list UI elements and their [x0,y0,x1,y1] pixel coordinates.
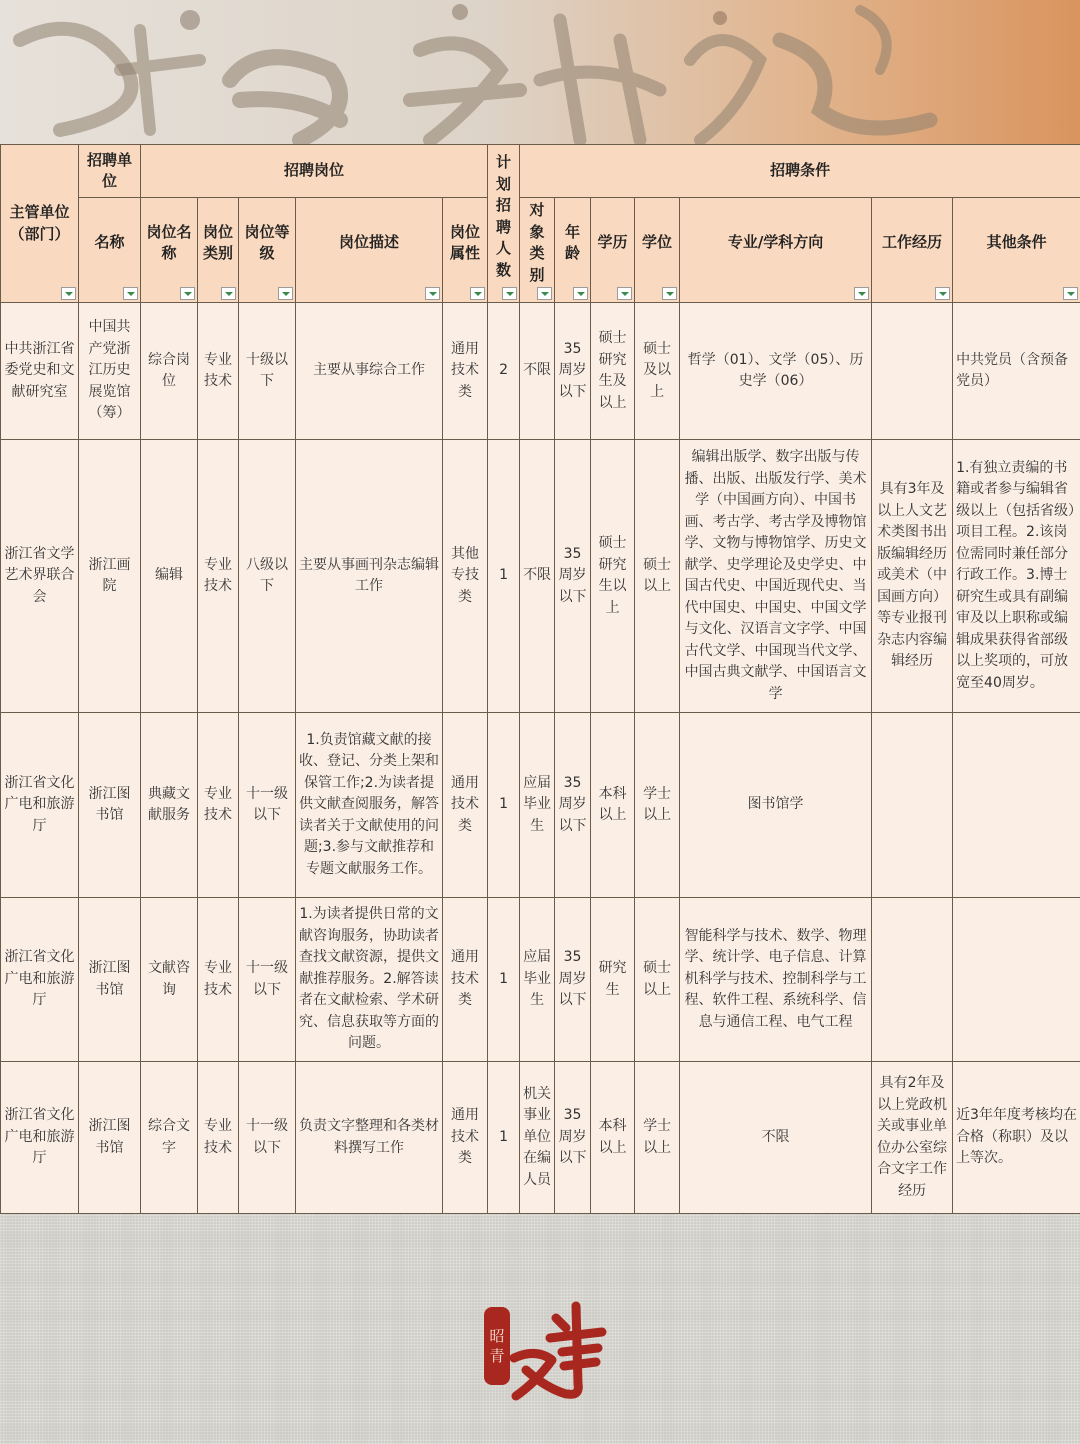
filter-dropdown-icon[interactable] [278,287,293,300]
cell-edu: 本科以上 [591,1062,635,1214]
cell-pos-name: 典藏文献服务 [141,713,198,898]
cell-major: 编辑出版学、数字出版与传播、出版、出版发行学、美术学（中国画方向）、中国书画、考古学、考古学及博物馆学、文物与博物馆学、历史文献学、史学理论及史学史、中国古代史、中国近现代史、当代中国史、中国史、中国文学与文化、汉语言文字学、中国古代文学、中国现当代文学、中国古典文献学、中国语言文学 [680,440,872,713]
header-edu: 学历 [591,198,635,303]
cell-pos-name: 综合岗位 [141,303,198,440]
table-row [1,898,1080,1062]
cell-degree: 硕士以上 [635,898,680,1062]
cell-plan: 1 [488,898,520,1062]
cell-pos-level: 十一级以下 [239,898,296,1062]
cell-other [953,898,1080,1062]
filter-dropdown-icon[interactable] [425,287,440,300]
table-row [1,713,1080,898]
cell-degree: 学士以上 [635,1062,680,1214]
filter-dropdown-icon[interactable] [662,287,677,300]
cell-pos-level: 十级以下 [239,303,296,440]
cell-experience [872,303,953,440]
cell-plan: 1 [488,1062,520,1214]
header-unit-name: 名称 [79,198,141,303]
cell-dept: 中共浙江省委党史和文献研究室 [1,303,79,440]
cell-pos-type: 专业技术 [198,713,239,898]
cell-pos-desc: 1.为读者提供日常的文献咨询服务，协助读者查找文献资源，提供文献推荐服务。2.解答读者在文献检索、学术研究、信息获取等方面的问题。 [296,898,443,1062]
cell-edu: 研究生 [591,898,635,1062]
cell-major: 图书馆学 [680,713,872,898]
cell-major: 哲学（01）、文学（05）、历史学（06） [680,303,872,440]
recruitment-table-wrapper [0,144,1080,1214]
cell-pos-type: 专业技术 [198,440,239,713]
filter-dropdown-icon[interactable] [573,287,588,300]
cell-unit: 中国共产党浙江历史展览馆（筹） [79,303,141,440]
cell-pos-name: 编辑 [141,440,198,713]
cell-target: 不限 [520,440,555,713]
cell-degree: 硕士以上 [635,440,680,713]
cell-target: 机关事业单位在编人员 [520,1062,555,1214]
cell-dept: 浙江省文化广电和旅游厅 [1,1062,79,1214]
header-target: 对象类别 [520,198,555,303]
logo-seal: 昭 青 [484,1307,510,1385]
cell-pos-desc: 主要从事画刊杂志编辑工作 [296,440,443,713]
cell-other: 近3年年度考核均在合格（称职）及以上等次。 [953,1062,1080,1214]
header-pos-name: 岗位名称 [141,198,198,303]
cell-edu: 硕士研究生以上 [591,440,635,713]
cell-unit: 浙江画院 [79,440,141,713]
cell-degree: 硕士及以上 [635,303,680,440]
header-experience: 工作经历 [872,198,953,303]
cell-age: 35周岁以下 [555,440,591,713]
filter-dropdown-icon[interactable] [1063,287,1078,300]
cell-experience [872,898,953,1062]
cell-major: 智能科学与技术、数学、物理学、统计学、电子信息、计算机科学与技术、控制科学与工程、软件工程、系统科学、信息与通信工程、电气工程 [680,898,872,1062]
cell-degree: 学士以上 [635,713,680,898]
cell-target: 应届毕业生 [520,898,555,1062]
cell-pos-attr: 通用技术类 [443,1062,488,1214]
filter-dropdown-icon[interactable] [180,287,195,300]
cell-plan: 1 [488,440,520,713]
cell-edu: 硕士研究生及以上 [591,303,635,440]
cell-pos-attr: 通用技术类 [443,303,488,440]
cell-target: 应届毕业生 [520,713,555,898]
table-row [1,440,1080,713]
cell-major: 不限 [680,1062,872,1214]
filter-dropdown-icon[interactable] [854,287,869,300]
cell-pos-type: 专业技术 [198,303,239,440]
cell-dept: 浙江省文化广电和旅游厅 [1,713,79,898]
filter-dropdown-icon[interactable] [935,287,950,300]
header-conditions: 招聘条件 [520,145,1080,198]
header-pos-desc: 岗位描述 [296,198,443,303]
brand-calligraphy-logo [506,1298,616,1408]
cell-unit: 浙江图书馆 [79,713,141,898]
header-pos-level: 岗位等级 [239,198,296,303]
cell-age: 35周岁以下 [555,713,591,898]
cell-dept: 浙江省文学艺术界联合会 [1,440,79,713]
calligraphy-banner [0,0,1080,144]
cell-pos-desc: 主要从事综合工作 [296,303,443,440]
cell-target: 不限 [520,303,555,440]
cell-experience [872,713,953,898]
cell-plan: 2 [488,303,520,440]
cell-pos-type: 专业技术 [198,898,239,1062]
header-pos-attr: 岗位属性 [443,198,488,303]
cell-other [953,713,1080,898]
cell-unit: 浙江图书馆 [79,898,141,1062]
filter-dropdown-icon[interactable] [470,287,485,300]
filter-dropdown-icon[interactable] [537,287,552,300]
filter-dropdown-icon[interactable] [61,287,76,300]
cell-pos-name: 综合文字 [141,1062,198,1214]
header-unit: 招聘单位 [79,145,141,198]
header-pos-type: 岗位类别 [198,198,239,303]
table-row [1,1062,1080,1214]
header-other: 其他条件 [953,198,1080,303]
cell-age: 35周岁以下 [555,898,591,1062]
cell-dept: 浙江省文化广电和旅游厅 [1,898,79,1062]
cell-age: 35周岁以下 [555,303,591,440]
cell-pos-attr: 通用技术类 [443,898,488,1062]
cell-pos-desc: 负责文字整理和各类材料撰写工作 [296,1062,443,1214]
cell-experience: 具有3年及以上人文艺术类图书出版编辑经历或美术（中国画方向）等专业报刊杂志内容编辑经历 [872,440,953,713]
header-position: 招聘岗位 [141,145,488,198]
cell-pos-level: 十一级以下 [239,713,296,898]
cell-pos-type: 专业技术 [198,1062,239,1214]
cell-plan: 1 [488,713,520,898]
filter-dropdown-icon[interactable] [221,287,236,300]
recruitment-table [0,144,1080,1214]
cell-unit: 浙江图书馆 [79,1062,141,1214]
cell-pos-level: 十一级以下 [239,1062,296,1214]
cell-pos-attr: 通用技术类 [443,713,488,898]
calligraphy-brush-strokes [0,0,1080,144]
filter-dropdown-icon[interactable] [123,287,138,300]
header-dept: 主管单位（部门） [1,145,79,303]
header-plan: 计划招聘人数 [488,145,520,303]
cell-pos-level: 八级以下 [239,440,296,713]
cell-other: 1.有独立责编的书籍或者参与编辑省级以上（包括省级）项目工程。2.该岗位需同时兼任部分行政工作。3.博士研究生或具有副编审及以上职称或编辑成果获得省部级以上奖项的，可放宽至40周岁。 [953,440,1080,713]
cell-pos-attr: 其他专技类 [443,440,488,713]
cell-experience: 具有2年及以上党政机关或事业单位办公室综合文字工作经历 [872,1062,953,1214]
filter-dropdown-icon[interactable] [502,287,517,300]
header-age: 年龄 [555,198,591,303]
cell-age: 35周岁以下 [555,1062,591,1214]
filter-dropdown-icon[interactable] [617,287,632,300]
cell-pos-name: 文献咨询 [141,898,198,1062]
header-degree: 学位 [635,198,680,303]
cell-edu: 本科以上 [591,713,635,898]
cell-pos-desc: 1.负责馆藏文献的接收、登记、分类上架和保管工作;2.为读者提供文献查阅服务，解答读者关于文献使用的问题;3.参与文献推荐和专题文献服务工作。 [296,713,443,898]
table-row [1,303,1080,440]
header-major: 专业/学科方向 [680,198,872,303]
cell-other: 中共党员（含预备党员） [953,303,1080,440]
